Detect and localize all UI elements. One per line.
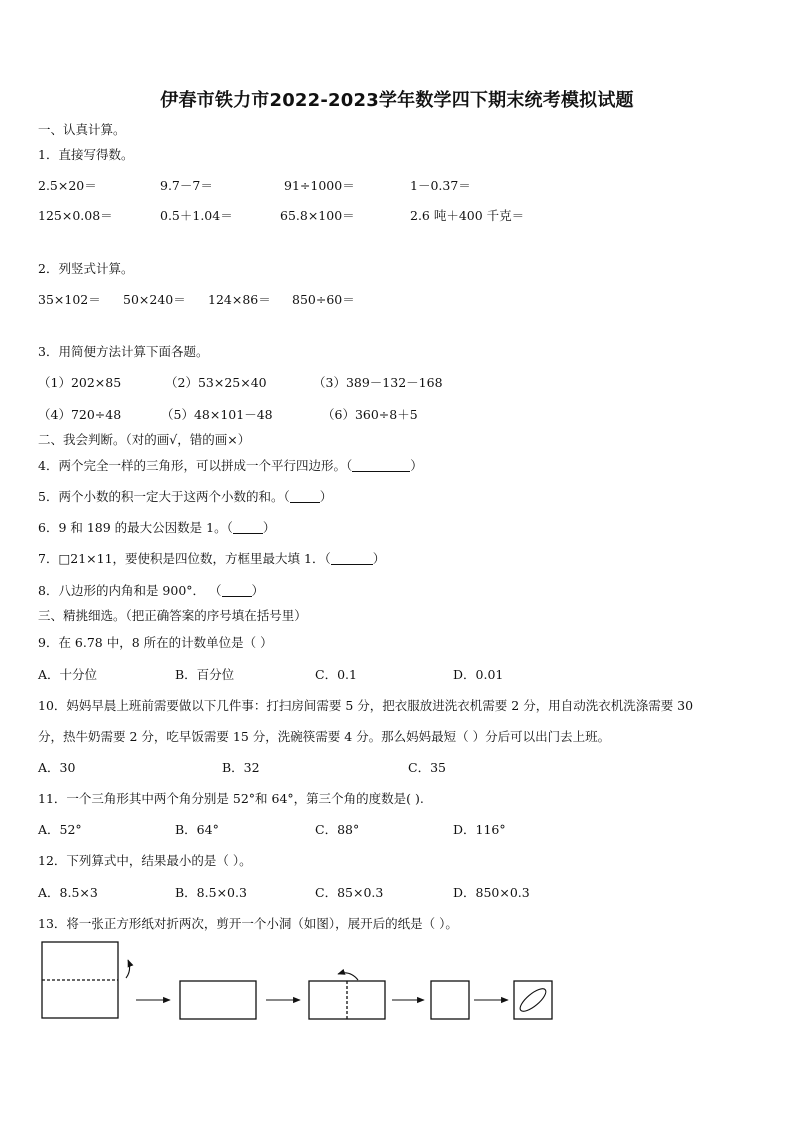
q1-item: 65.8×100＝ [280,208,355,223]
folded-rectangle [180,981,256,1019]
fold-up-arrow-icon [126,960,130,978]
q11-option-a[interactable]: A．52° [38,822,82,837]
answer-blank[interactable] [290,490,320,503]
q11-option-c[interactable]: C．88° [315,822,360,837]
q1-item: 1－0.37＝ [410,178,471,193]
rectangle-with-fold-line [309,981,385,1019]
q4-text: 4．两个完全一样的三角形，可以拼成一个平行四边形。（ [38,458,353,473]
q11-option-d[interactable]: D．116° [453,822,506,837]
q10-option-a[interactable]: A．30 [38,760,76,775]
answer-blank[interactable] [352,459,410,472]
q6-end: ） [262,520,276,535]
q2-stem: 2．列竖式计算。 [38,261,134,276]
q11-stem: 11．一个三角形其中两个角分别是 52°和 64°，第三个角的度数是( ). [38,791,424,806]
q3-item: （4）720÷48 [38,407,122,422]
q1-stem: 1．直接写得数。 [38,147,134,162]
q8 [38,583,264,599]
q1-item: 91÷1000＝ [284,178,355,193]
q9-stem: 9．在 6.78 中，8 所在的计数单位是（ ） [38,635,273,650]
fold-left-arrow-icon [338,973,358,980]
answer-blank[interactable] [331,552,373,565]
q3-stem: 3．用简便方法计算下面各题。 [38,344,209,359]
q1-item: 125×0.08＝ [38,208,113,223]
section-1-heading: 一、认真计算。 [38,122,126,137]
q12-option-a[interactable]: A．8.5×3 [38,885,98,900]
q2-item: 124×86＝ [208,292,271,307]
q5 [38,489,332,505]
q8-text: 8．八边形的内角和是 900°． （ [38,583,222,598]
page-title: 伊春市铁力市2022-2023学年数学四下期末统考模拟试题 [160,90,634,111]
q3-item: （2）53×25×40 [165,375,267,390]
q10-stem-line2: 分，热牛奶需要 2 分，吃早饭需要 15 分，洗碗筷需要 4 分。那么妈妈最短（ ）分后可以出门去上班。 [38,729,611,744]
q1-item: 9.7－7＝ [160,178,213,193]
q7-end: ） [372,551,386,566]
q4 [38,458,423,474]
answer-blank[interactable] [233,521,263,534]
q7-text: 7．□21×11，要使积是四位数，方框里最大填 1．（ [38,551,331,566]
q4-end: ） [410,458,423,473]
square-paper-with-fold-line [42,942,118,1018]
square-with-cut-hole [514,981,552,1019]
q12-stem: 12．下列算式中，结果最小的是（ ）。 [38,853,252,868]
folded-square [431,981,469,1019]
q9-option-a[interactable]: A．十分位 [38,667,98,682]
q3-item: （1）202×85 [38,375,122,390]
q5-text: 5．两个小数的积一定大于这两个小数的和。（ [38,489,290,504]
q10-option-c[interactable]: C．35 [408,760,446,775]
q3-item: （3）389－132－168 [313,375,443,390]
q3-item: （6）360÷8＋5 [322,407,418,422]
q9-option-b[interactable]: B．百分位 [175,667,235,682]
q1-item: 2.5×20＝ [38,178,97,193]
q9-option-c[interactable]: C．0.1 [315,667,357,682]
answer-blank[interactable] [222,584,252,597]
q10-stem-line1: 10．妈妈早晨上班前需要做以下几件事：打扫房间需要 5 分，把衣服放进洗衣机需要 2 分，用自动洗衣机洗涤需要 30 [38,698,694,713]
q1-item: 2.6 吨＋400 千克＝ [410,208,525,223]
q10-option-b[interactable]: B．32 [222,760,260,775]
q8-end: ） [251,583,265,598]
q1-item: 0.5＋1.04＝ [160,208,233,223]
q6 [38,520,275,536]
q11-option-b[interactable]: B．64° [175,822,219,837]
q12-option-d[interactable]: D．850×0.3 [453,885,530,900]
q6-text: 6．9 和 189 的最大公因数是 1。（ [38,520,233,535]
q9-option-d[interactable]: D．0.01 [453,667,504,682]
section-3-heading: 三、精挑细选。（把正确答案的序号填在括号里） [38,608,307,623]
paper-folding-figure [0,930,794,1030]
section-2-heading: 二、我会判断。（对的画√，错的画×） [38,432,251,447]
q13-stem: 13．将一张正方形纸对折两次，剪开一个小洞（如图），展开后的纸是（ ）。 [38,916,458,931]
q3-item: （5）48×101－48 [161,407,273,422]
q2-item: 35×102＝ [38,292,101,307]
q7 [38,551,385,567]
q2-item: 50×240＝ [123,292,186,307]
q12-option-c[interactable]: C．85×0.3 [315,885,384,900]
q2-item: 850÷60＝ [292,292,355,307]
q5-end: ） [319,489,333,504]
q12-option-b[interactable]: B．8.5×0.3 [175,885,247,900]
